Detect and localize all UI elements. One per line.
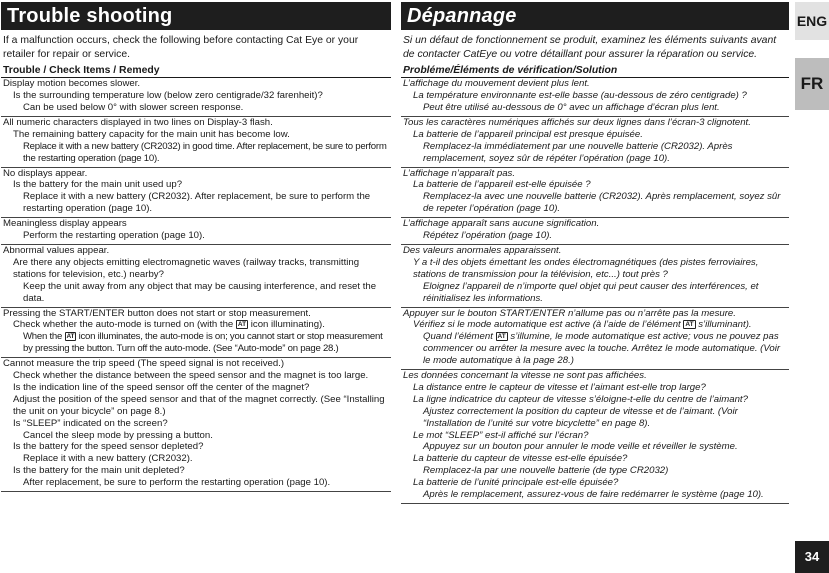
check-text: La batterie de l’appareil est-elle épuisée ? xyxy=(413,179,591,191)
french-column xyxy=(401,2,789,504)
trouble-entry xyxy=(401,245,789,308)
check-text: Le mot “SLEEP” est-il affiché sur l’écran? xyxy=(413,429,589,441)
auto-mode-icon: AT xyxy=(497,333,506,341)
remedy-text: Après le remplacement, assurez-vous de faire redémarrer le système (page 10). xyxy=(423,489,764,501)
trouble-text: L’affichage apparaît sans aucune signification. xyxy=(403,218,600,230)
remedy-text: Ajustez correctement la position du capteur de vitesse et de l’aimant. (Voir “Installation de l’unité sur votre bicyclette” en page 8). xyxy=(423,405,738,429)
trouble-entry xyxy=(401,370,789,504)
page-number: 34 xyxy=(795,541,829,573)
remedy-text: Remplacez-la avec une nouvelle batterie (CR2032). Après remplacement, soyez sûr de repeter l’opération (page 10). xyxy=(423,191,781,215)
remedy-text: Replace it with a new battery (CR2032) in good time. After replacement, be sure to perform the restarting operation (page 10). xyxy=(23,140,387,164)
trouble-entry xyxy=(401,168,789,219)
remedy-text: Eloignez l’appareil de n’importe quel objet qui peut causer des interférences, et réinitialisez les informations. xyxy=(423,280,759,304)
check-text: Is the surrounding temperature low (below zero centigrade/32 farenheit)? xyxy=(13,90,323,102)
page-title-french: Dépannage xyxy=(401,2,789,30)
trouble-entry xyxy=(1,245,391,308)
check-text-part: s’illuminant). xyxy=(698,319,752,331)
auto-mode-icon: AT xyxy=(237,321,247,329)
trouble-text: Les données concernant la vitesse ne sont pas affichées. xyxy=(403,370,647,382)
check-text: Adjust the position of the speed sensor and that of the magnet correctly. (See “Installing the unit on your bicycle” on page 8.) xyxy=(13,393,385,417)
trouble-text: No displays appear. xyxy=(3,167,88,179)
check-text: La ligne indicatrice du capteur de vitesse s’éloigne-t-elle du centre de l’aimant? xyxy=(413,393,748,405)
trouble-entry xyxy=(401,308,789,371)
remedy-text-part: Quand l’élément xyxy=(423,331,493,343)
remedy-text: Can be used below 0° with slower screen response. xyxy=(23,102,244,113)
check-text xyxy=(3,319,389,331)
check-text: La batterie de l’unité principale est-elle épuisée? xyxy=(413,477,619,489)
check-text: La batterie du capteur de vitesse est-elle épuisée? xyxy=(413,453,628,465)
page-title-english: Trouble shooting xyxy=(1,2,391,30)
check-text: La température environnante est-elle basse (au-dessous de zéro centigrade) ? xyxy=(413,90,747,102)
check-text xyxy=(403,319,787,331)
remedy-text: After replacement, be sure to perform the restarting operation (page 10). xyxy=(23,477,331,489)
trouble-text: Pressing the START/ENTER button does not start or stop measurement. xyxy=(3,307,311,319)
trouble-entry xyxy=(401,218,789,245)
remedy-text-part: When the xyxy=(23,331,63,343)
check-text: Check whether the distance between the speed sensor and the magnet is too large. xyxy=(13,370,369,382)
check-text-part: icon illuminating). xyxy=(250,319,325,331)
trouble-entry xyxy=(401,78,789,117)
auto-mode-icon: AT xyxy=(685,321,694,329)
trouble-text: Tous les caractères numériques affichés sur deux lignes dans l’écran-3 clignotent. xyxy=(403,116,751,128)
remedy-text-part: icon illuminates, the auto-mode is on; you cannot start or stop measurement by pressing the button. Turn off the auto-mode. (See “Auto-mode” on page 28.) xyxy=(23,331,383,355)
remedy-text-part: s’illumine, le mode automatique est active; vous ne pouvez pas commencer ou arrêter la mesure avec la touche. Arrêtez le mode automatique. (Voir le mode automatique à la page 28.) xyxy=(423,331,781,367)
intro-french: Si un défaut de fonctionnement se produit, examinez les éléments suivants avant de contacter CatEye ou votre détaillant pour assurer la réparation ou service. xyxy=(403,35,777,60)
check-text: The remaining battery capacity for the main unit has become low. xyxy=(13,128,290,140)
trouble-text: Des valeurs anormales apparaissent. xyxy=(403,244,562,256)
remedy-text: Replace it with a new battery (CR2032). xyxy=(23,453,193,465)
check-text-part: Check whether the auto-mode is turned on (with the xyxy=(13,319,234,331)
intro-english: If a malfunction occurs, check the following before contacting Cat Eye or your retailer for repair or service. xyxy=(3,35,359,60)
section-header-french: Probléme/Éléments de vérification/Solution xyxy=(401,64,789,78)
trouble-text: Meaningless display appears xyxy=(3,218,127,230)
check-text: La batterie de l’appareil principal est presque épuisée. xyxy=(413,128,643,140)
trouble-text: All numeric characters displayed in two lines on Display-3 flash. xyxy=(3,116,273,128)
trouble-text: Display motion becomes slower. xyxy=(3,78,141,90)
check-text: Is the battery for the speed sensor depleted? xyxy=(13,441,204,453)
check-text: Is the indication line of the speed sensor off the center of the magnet? xyxy=(13,381,310,393)
language-tab-english: ENG xyxy=(795,2,829,40)
trouble-entry xyxy=(1,168,391,219)
remedy-text: Remplacez-la par une nouvelle batterie (de type CR2032) xyxy=(423,465,669,477)
check-text: Is the battery for the main unit used up? xyxy=(13,179,183,191)
remedy-text xyxy=(403,331,787,367)
check-text: Is the battery for the main unit depleted? xyxy=(13,465,185,477)
trouble-entry xyxy=(1,117,391,168)
remedy-text: Keep the unit away from any object that may be causing interference, and reset the data. xyxy=(23,280,377,304)
auto-mode-icon: AT xyxy=(66,333,75,341)
trouble-entry xyxy=(1,308,391,359)
remedy-text: Répétez l’opération (page 10). xyxy=(423,230,553,242)
trouble-text: Cannot measure the trip speed (The speed signal is not received.) xyxy=(3,358,285,370)
check-text-part: Vérifiez si le mode automatique est active (à l’aide de l’élément xyxy=(413,319,681,331)
remedy-text: Remplacez-la immédiatement par une nouvelle batterie (CR2032). Après remplacement, soyez sûr de répéter l’opération (page 10). xyxy=(423,140,733,164)
remedy-text xyxy=(3,331,389,355)
remedy-text: Replace it with a new battery (CR2032). After replacement, be sure to perform the restarting operation (page 10). xyxy=(23,191,371,215)
check-text: Are there any objects emitting electromagnetic waves (railway tracks, transmitting stations for television, etc.) nearby? xyxy=(13,256,360,280)
remedy-text: Peut être utilisé au-dessous de 0° avec un affichage d’écran plus lent. xyxy=(423,102,720,113)
trouble-entry xyxy=(1,78,391,117)
trouble-text: L’affichage n’apparaît pas. xyxy=(403,167,516,179)
check-text: Is “SLEEP” indicated on the screen? xyxy=(13,417,168,429)
remedy-text: Appuyez sur un bouton pour annuler le mode veille et réveiller le système. xyxy=(423,441,738,453)
english-column xyxy=(1,2,391,492)
trouble-entry xyxy=(401,117,789,168)
trouble-text: Abnormal values appear. xyxy=(3,244,110,256)
check-text: La distance entre le capteur de vitesse et l’aimant est-elle trop large? xyxy=(413,381,706,393)
check-text: Y a t-il des objets émettant les ondes électromagnétiques (des pistes ferroviaires, stations de transmission pour la télévision, etc...) tout près ? xyxy=(413,256,759,280)
trouble-text: L’affichage du mouvement devient plus lent. xyxy=(403,78,590,90)
language-tab-french: FR xyxy=(795,58,829,110)
trouble-entry xyxy=(1,358,391,492)
trouble-entry xyxy=(1,218,391,245)
remedy-text: Cancel the sleep mode by pressing a button. xyxy=(23,429,213,441)
section-header-english: Trouble / Check Items / Remedy xyxy=(1,64,391,78)
trouble-text: Appuyer sur le bouton START/ENTER n’allume pas ou n’arrête pas la mesure. xyxy=(403,307,736,319)
remedy-text: Perform the restarting operation (page 10). xyxy=(23,230,205,242)
